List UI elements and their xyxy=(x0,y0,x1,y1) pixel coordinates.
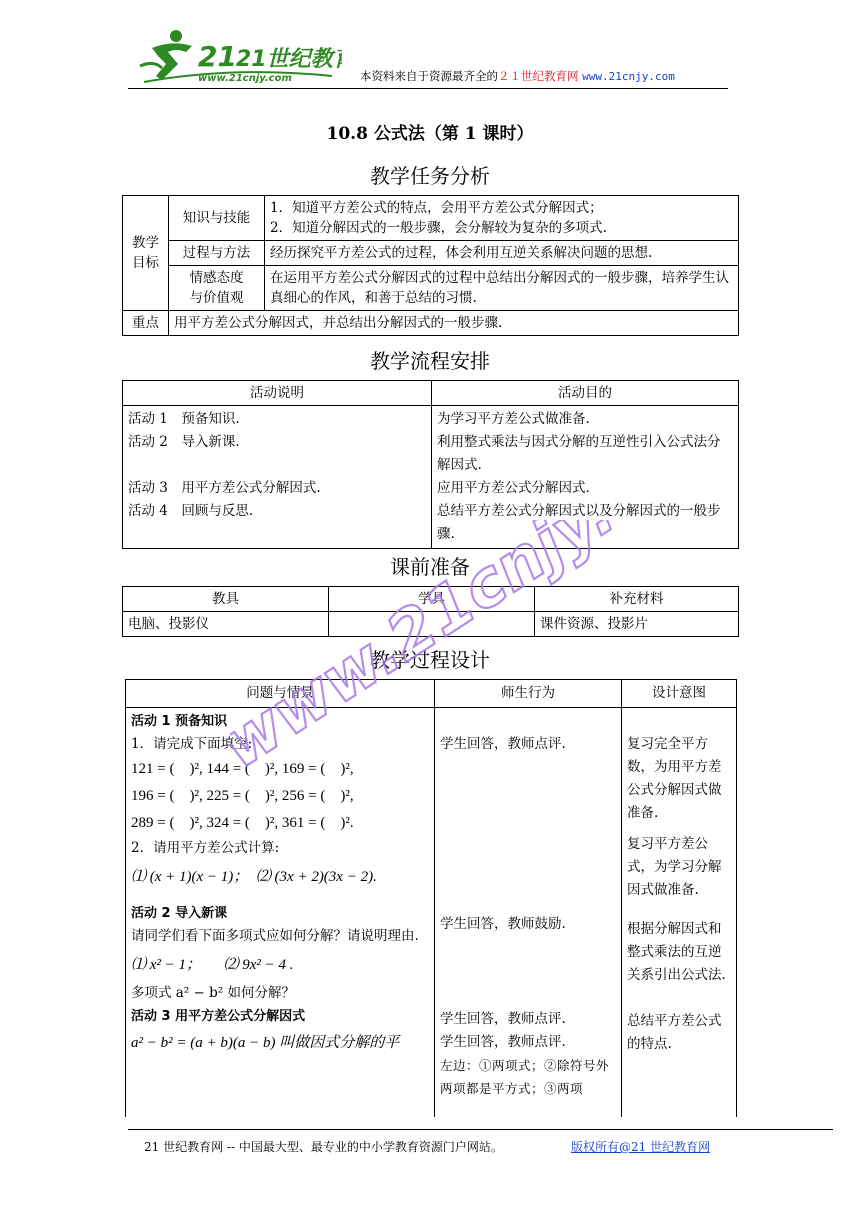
calc-expressions: ⑴ (x + 1)(x − 1)； ⑵ (3x + 2)(3x − 2). xyxy=(131,869,377,885)
prep-value: 课件资源、投影片 xyxy=(535,612,739,637)
question: 1．请完成下面填空: xyxy=(131,736,253,752)
section-title-flow: 教学流程安排 xyxy=(370,349,490,373)
formula: a² − b² = (a + b)(a − b) 叫做因式分解的平 xyxy=(131,1035,400,1051)
process-table xyxy=(125,679,737,1117)
svg-text:21世纪教育: 21世纪教 xyxy=(236,47,333,72)
row-label: 过程与方法 xyxy=(169,241,265,266)
document-title: 10.8 公式法（第 1 课时） xyxy=(326,124,534,144)
svg-text:www.21cnjy.com: www.21cnjy.com xyxy=(198,73,292,84)
prep-header: 补充材料 xyxy=(535,587,739,612)
row-line: 2．知道分解因式的一般步骤，会分解较为复杂的多项式. xyxy=(270,220,607,236)
section-title-process: 教学过程设计 xyxy=(370,648,490,672)
square-fill-line: 121 = ( )², 144 = ( )², 169 = ( )², xyxy=(131,761,354,777)
key-content: 用平方差公式分解因式，并总结出分解因式的一般步骤. xyxy=(169,311,739,336)
flow-activity: 活动 4 回顾与反思. xyxy=(128,503,254,519)
site-logo xyxy=(132,26,342,90)
intent: 总结平方差公式的特点. xyxy=(627,1013,722,1052)
row-content xyxy=(265,196,739,241)
question: 2．请用平方差公式计算: xyxy=(131,840,280,856)
activity-title: 活动 1 预备知识 xyxy=(131,714,228,729)
section-title-analysis: 教学任务分析 xyxy=(370,164,490,188)
prep-value xyxy=(329,612,535,637)
prep-value: 电脑、投影仪 xyxy=(123,612,329,637)
process-questions xyxy=(126,708,435,1118)
process-intents xyxy=(622,708,737,1118)
process-header: 问题与情景 xyxy=(126,680,435,708)
process-behaviors xyxy=(435,708,622,1118)
behavior: 学生回答，教师鼓励. xyxy=(440,916,566,932)
prep-table xyxy=(122,586,739,637)
analysis-table xyxy=(122,195,739,336)
goal-label: 教学目标 xyxy=(123,196,169,311)
flow-header: 活动说明 xyxy=(123,381,432,406)
activity-title: 活动 3 用平方差公式分解因式 xyxy=(131,1009,306,1024)
flow-table xyxy=(122,380,739,549)
flow-purpose: 总结平方差公式分解因式以及分解因式的一般步骤. xyxy=(437,503,721,542)
row-content: 在运用平方差公式分解因式的过程中总结出分解因式的一般步骤，培养学生认真细心的作风，和善于总结的习惯. xyxy=(265,266,739,311)
flow-activity: 活动 2 导入新课. xyxy=(128,434,240,450)
footer-divider xyxy=(128,1129,833,1130)
process-header: 师生行为 xyxy=(435,680,622,708)
intent: 复习完全平方数，为用平方差公式分解因式做准备. xyxy=(627,736,722,821)
process-header: 设计意图 xyxy=(622,680,737,708)
intent: 复习平方差公式，为学习分解因式做准备. xyxy=(627,836,722,898)
flow-purpose: 利用整式乘法与因式分解的互逆性引入公式法分解因式. xyxy=(437,434,721,473)
intent: 根据分解因式和整式乘法的互逆关系引出公式法. xyxy=(627,921,726,983)
behavior: 学生回答，教师点评. xyxy=(440,736,566,752)
key-label: 重点 xyxy=(123,311,169,336)
flow-activities xyxy=(123,406,432,549)
flow-purposes xyxy=(432,406,739,549)
prep-header: 教具 xyxy=(123,587,329,612)
flow-purpose: 为学习平方差公式做准备. xyxy=(437,411,590,427)
square-fill-line: 196 = ( )², 225 = ( )², 256 = ( )², xyxy=(131,788,354,804)
row-content: 经历探究平方差公式的过程，体会利用互逆关系解决问题的思想. xyxy=(265,241,739,266)
svg-text:www.21cnjy.com: www.21cnjy.com xyxy=(230,520,710,780)
activity-title: 活动 2 导入新课 xyxy=(131,906,228,921)
question: 多项式 a² − b² 如何分解？ xyxy=(131,985,295,1001)
behavior: 学生回答，教师点评. xyxy=(440,1011,566,1027)
row-label: 知识与技能 xyxy=(169,196,265,241)
header-brand-link[interactable]: ２１世纪教育网 xyxy=(498,69,579,83)
row-label: 情感态度与价值观 xyxy=(169,266,265,311)
header-url-link[interactable]: www.21cnjy.com xyxy=(582,70,675,83)
flow-activity: 活动 1 预备知识. xyxy=(128,411,240,427)
svg-text:21: 21 xyxy=(198,40,237,73)
footer-text: 21 世纪教育网 -- 中国最大型、最专业的中小学教育资源门户网站。 xyxy=(144,1140,503,1154)
flow-header: 活动目的 xyxy=(432,381,739,406)
header-note xyxy=(360,68,675,84)
header-note-prefix: 本资料来自于资源最齐全的 xyxy=(360,69,498,83)
square-fill-line: 289 = ( )², 324 = ( )², 361 = ( )². xyxy=(131,815,354,831)
copyright-link[interactable]: 版权所有@21 世纪教育网 xyxy=(571,1140,711,1154)
question: 请同学们看下面多项式应如何分解？请说明理由. xyxy=(131,928,419,944)
section-title-prep: 课前准备 xyxy=(390,555,470,579)
poly-expressions: ⑴ x² − 1； ⑵ 9x² − 4 . xyxy=(131,957,294,973)
flow-activity: 活动 3 用平方差公式分解因式. xyxy=(128,480,321,496)
flow-purpose: 应用平方差公式分解因式. xyxy=(437,480,590,496)
header-divider xyxy=(128,88,728,89)
behavior: 学生回答，教师点评. xyxy=(440,1034,566,1050)
row-line: 1．知道平方差公式的特点，会用平方差公式分解因式； xyxy=(270,200,603,216)
behavior-note: 左边：①两项式；②除符号外两项都是平方式；③两项 xyxy=(440,1058,610,1096)
prep-header: 学具 xyxy=(329,587,535,612)
